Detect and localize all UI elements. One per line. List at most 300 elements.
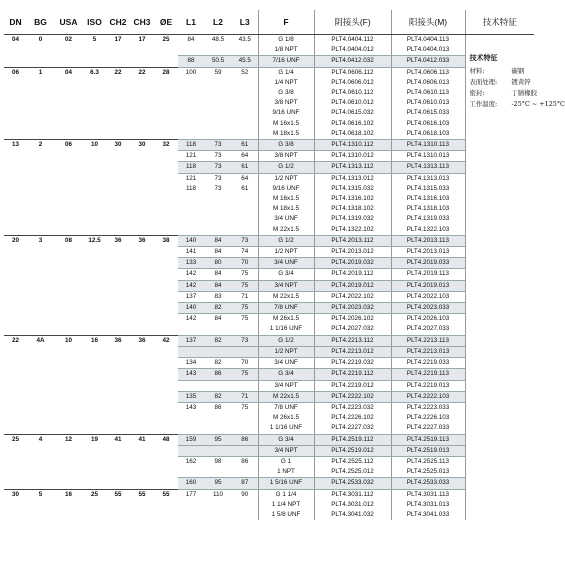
cell-bg	[27, 346, 54, 357]
cell-l3	[232, 204, 258, 214]
cell-l1	[178, 380, 204, 391]
cell-fem: PLT4.2023.032	[314, 303, 391, 314]
cell-male: PLT4.3041.033	[391, 510, 465, 520]
cell-ch2	[106, 78, 130, 88]
cell-oe	[154, 247, 178, 258]
cell-oe	[154, 314, 178, 325]
cell-l3: 45.5	[232, 56, 258, 67]
cell-ch3	[130, 88, 154, 98]
cell-l1: 142	[185, 315, 197, 323]
cell-l2: 50.5	[204, 56, 232, 67]
table-row	[4, 423, 534, 434]
cell-dn	[4, 291, 27, 302]
cell-f: G 1/2	[258, 235, 314, 246]
cell-l3	[232, 225, 258, 236]
cell-dn	[4, 56, 27, 67]
table-row	[4, 500, 534, 510]
cell-fem: PLT4.3031.012	[314, 500, 391, 510]
cell-dn	[4, 314, 27, 325]
cell-dn	[4, 45, 27, 56]
cell-usa: 16	[54, 489, 83, 500]
cell-ch3: 36	[130, 235, 154, 246]
cell-usa	[54, 413, 83, 423]
table-row	[4, 280, 534, 291]
cell-iso	[83, 88, 106, 98]
table-body	[4, 35, 565, 521]
cell-dn: 06	[4, 67, 27, 78]
cell-iso: 5	[83, 35, 106, 46]
cell-l1: 137	[185, 292, 197, 300]
cell-oe	[154, 423, 178, 434]
cell-bg	[27, 510, 54, 520]
cell-l1	[178, 500, 204, 510]
cell-l3	[232, 98, 258, 108]
cell-l1	[178, 214, 204, 224]
feature-label: 工作温度:	[469, 100, 498, 108]
cell-l3	[232, 88, 258, 98]
table-row	[4, 291, 534, 302]
column-header: L1	[178, 10, 204, 35]
cell-oe	[154, 380, 178, 391]
cell-bg	[27, 78, 54, 88]
cell-l2: 110	[204, 489, 232, 500]
cell-l1: 118	[178, 162, 204, 173]
cell-usa	[54, 510, 83, 520]
cell-ch2	[106, 500, 130, 510]
cell-fem: PLT4.1310.012	[314, 151, 391, 162]
cell-usa	[54, 45, 83, 56]
cell-f: 3/4 UNF	[258, 258, 314, 269]
cell-male: PLT4.1313.113	[391, 162, 465, 173]
cell-ch3	[130, 478, 154, 489]
cell-bg	[27, 369, 54, 380]
cell-dn	[4, 151, 27, 162]
cell-ch3	[130, 391, 154, 402]
cell-bg	[27, 204, 54, 214]
cell-ch3: 41	[130, 434, 154, 445]
cell-l1: 143	[178, 369, 204, 380]
cell-bg	[27, 173, 54, 184]
table-row	[4, 335, 534, 346]
cell-oe: 25	[154, 35, 178, 46]
cell-male: PLT4.2023.033	[391, 303, 465, 314]
cell-fem: PLT4.1318.102	[314, 204, 391, 214]
cell-male: PLT4.2213.113	[391, 335, 465, 346]
cell-usa	[54, 346, 83, 357]
cell-usa	[54, 214, 83, 224]
table-row	[4, 119, 534, 129]
table-row	[4, 235, 534, 246]
cell-l3	[232, 129, 258, 140]
cell-male: PLT4.2525.113	[391, 456, 465, 467]
cell-dn	[4, 162, 27, 173]
cell-dn	[4, 280, 27, 291]
cell-l1	[178, 204, 204, 214]
cell-l3	[232, 423, 258, 434]
cell-l3	[232, 119, 258, 129]
cell-f: G 1	[258, 456, 314, 467]
cell-ch2: 36	[106, 335, 130, 346]
cell-ch2: 30	[106, 140, 130, 151]
cell-l2	[204, 78, 232, 88]
cell-bg	[27, 500, 54, 510]
cell-f: M 26x1.5	[258, 314, 314, 325]
cell-ch2	[106, 119, 130, 129]
cell-l1	[178, 324, 204, 335]
cell-fem: PLT4.0615.032	[314, 108, 391, 118]
cell-fem: PLT4.2022.102	[314, 291, 391, 302]
cell-dn	[4, 391, 27, 402]
cell-ch2	[106, 303, 130, 314]
cell-l1: 140	[178, 235, 204, 246]
feature-value: 镀黄锌	[511, 78, 531, 86]
cell-male: PLT4.2013.013	[391, 247, 465, 258]
cell-bg	[27, 151, 54, 162]
cell-oe	[154, 98, 178, 108]
cell-fem: PLT4.1316.102	[314, 194, 391, 204]
cell-l2	[204, 445, 232, 456]
cell-iso	[83, 173, 106, 184]
cell-dn	[4, 402, 27, 413]
cell-oe: 42	[154, 335, 178, 346]
cell-usa: 08	[54, 235, 83, 246]
features-panel	[465, 35, 565, 521]
cell-oe	[154, 445, 178, 456]
cell-fem: PLT4.2013.012	[314, 247, 391, 258]
table-row	[4, 98, 534, 108]
cell-l3: 75	[232, 369, 258, 380]
cell-usa	[54, 225, 83, 236]
cell-usa	[54, 151, 83, 162]
cell-dn	[4, 184, 27, 194]
cell-l2: 73	[214, 184, 222, 192]
table-row	[4, 184, 534, 194]
cell-fem: PLT4.0606.112	[314, 67, 391, 78]
cell-l3: 73	[232, 235, 258, 246]
cell-dn	[4, 78, 27, 88]
cell-dn	[4, 88, 27, 98]
cell-oe	[154, 88, 178, 98]
cell-f: 7/8 UNF	[258, 303, 314, 314]
cell-iso: 10	[83, 140, 106, 151]
cell-f: G 3/4	[258, 434, 314, 445]
cell-ch3: 30	[130, 140, 154, 151]
cell-l2: 73	[214, 152, 222, 160]
cell-ch2: 55	[106, 489, 130, 500]
feature-label: 表面处理:	[469, 78, 498, 86]
cell-dn: 13	[4, 140, 27, 151]
cell-l2: 59	[204, 67, 232, 78]
cell-f: 3/4 UNF	[258, 358, 314, 369]
cell-fem: PLT4.2533.032	[314, 478, 391, 489]
cell-l2: 73	[204, 162, 232, 173]
cell-dn	[4, 303, 27, 314]
cell-l2	[204, 214, 232, 224]
cell-oe	[154, 258, 178, 269]
cell-ch2	[106, 280, 130, 291]
cell-ch3: 17	[130, 35, 154, 46]
table-row	[4, 380, 534, 391]
cell-bg	[27, 225, 54, 236]
cell-ch3	[130, 346, 154, 357]
cell-ch3	[130, 258, 154, 269]
cell-fem: PLT4.2019.112	[314, 269, 391, 280]
cell-l2	[204, 423, 232, 434]
cell-l1	[178, 225, 204, 236]
cell-l3: 71	[241, 292, 249, 300]
cell-l3	[232, 214, 258, 224]
cell-iso: 25	[83, 489, 106, 500]
cell-usa	[54, 358, 83, 369]
table-row	[4, 151, 534, 162]
cell-l1: 159	[178, 434, 204, 445]
cell-f: 3/8 NPT	[258, 98, 314, 108]
cell-male: PLT4.2219.113	[391, 369, 465, 380]
cell-bg	[27, 56, 54, 67]
cell-l1: 160	[178, 478, 204, 489]
cell-male: PLT4.1318.103	[391, 204, 465, 214]
cell-dn	[4, 380, 27, 391]
cell-f: G 1 1/4	[258, 489, 314, 500]
table-row	[4, 314, 534, 325]
cell-l1: 121	[185, 174, 197, 182]
cell-ch2	[106, 478, 130, 489]
cell-male: PLT4.1322.103	[391, 225, 465, 236]
cell-oe: 55	[154, 489, 178, 500]
cell-fem: PLT4.0404.112	[314, 35, 391, 46]
table-row	[4, 402, 534, 413]
cell-ch2	[106, 225, 130, 236]
cell-l1	[178, 119, 204, 129]
cell-f: G 1/8	[258, 35, 314, 46]
cell-iso	[83, 314, 106, 325]
cell-dn	[4, 478, 27, 489]
cell-ch2	[106, 247, 130, 258]
cell-iso	[83, 184, 106, 194]
cell-usa	[54, 291, 83, 302]
cell-male: PLT4.0404.113	[391, 35, 465, 46]
cell-ch2	[106, 314, 130, 325]
cell-iso: 19	[83, 434, 106, 445]
cell-iso	[83, 56, 106, 67]
cell-iso	[83, 380, 106, 391]
cell-l2	[204, 413, 232, 423]
cell-usa: 02	[54, 35, 83, 46]
cell-fem: PLT4.2519.112	[314, 434, 391, 445]
cell-usa	[54, 500, 83, 510]
table-row	[4, 108, 534, 118]
cell-fem: PLT4.2213.112	[314, 335, 391, 346]
cell-f: G 1/4	[258, 67, 314, 78]
cell-bg	[27, 108, 54, 118]
cell-f: M 18x1.5	[258, 129, 314, 140]
cell-usa	[54, 314, 83, 325]
cell-l2: 48.5	[204, 35, 232, 46]
cell-ch3	[130, 119, 154, 129]
cell-f: M 16x1.5	[258, 119, 314, 129]
table-row	[4, 56, 534, 67]
cell-f: G 3/8	[258, 140, 314, 151]
cell-ch3	[130, 247, 154, 258]
cell-l2: 95	[204, 434, 232, 445]
cell-iso	[83, 445, 106, 456]
cell-ch3	[130, 291, 154, 302]
cell-l1: 121	[185, 152, 197, 160]
cell-usa	[54, 391, 83, 402]
cell-dn	[4, 98, 27, 108]
cell-bg	[27, 358, 54, 369]
cell-dn	[4, 258, 27, 269]
column-header: CH2	[106, 10, 130, 35]
cell-f: 1 1/4 NPT	[258, 500, 314, 510]
feature-item	[469, 88, 538, 99]
cell-l2	[204, 98, 232, 108]
cell-fem: PLT4.2219.012	[314, 380, 391, 391]
cell-bg	[27, 184, 54, 194]
cell-oe: 38	[154, 235, 178, 246]
cell-ch3	[130, 108, 154, 118]
cell-l2	[204, 194, 232, 204]
cell-oe	[154, 358, 178, 369]
cell-male: PLT4.1319.033	[391, 214, 465, 224]
cell-usa	[54, 108, 83, 118]
feature-value: 丁腈橡胶	[511, 89, 538, 97]
cell-dn: 20	[4, 235, 27, 246]
cell-l3: 43.5	[232, 35, 258, 46]
cell-ch2	[106, 413, 130, 423]
cell-f: 1/2 NPT	[258, 247, 314, 258]
table-row	[4, 391, 534, 402]
cell-l3: 64	[241, 174, 249, 182]
cell-oe	[154, 162, 178, 173]
cell-fem: PLT4.0412.032	[314, 56, 391, 67]
cell-ch2	[106, 369, 130, 380]
cell-bg: 2	[27, 140, 54, 151]
cell-fem: PLT4.2227.032	[314, 423, 391, 434]
cell-male: PLT4.2022.103	[391, 291, 465, 302]
cell-oe	[154, 184, 178, 194]
column-header: BG	[27, 10, 54, 35]
cell-ch3	[130, 173, 154, 184]
column-header: 技术特征	[465, 10, 534, 35]
column-header: CH3	[130, 10, 154, 35]
cell-l2	[204, 510, 232, 520]
cell-fem: PLT4.2519.012	[314, 445, 391, 456]
cell-bg: 5	[27, 489, 54, 500]
cell-l1: 137	[178, 335, 204, 346]
cell-fem: PLT4.2019.012	[314, 280, 391, 291]
cell-male: PLT4.2013.113	[391, 235, 465, 246]
cell-usa: 10	[54, 335, 83, 346]
cell-l2: 73	[214, 174, 222, 182]
cell-l1: 118	[178, 140, 204, 151]
cell-bg: 1	[27, 67, 54, 78]
cell-iso	[83, 391, 106, 402]
cell-fem: PLT4.1319.032	[314, 214, 391, 224]
cell-f: 1/2 NPT	[258, 173, 314, 184]
column-header: L3	[232, 10, 258, 35]
cell-bg	[27, 280, 54, 291]
cell-fem: PLT4.1313.112	[314, 162, 391, 173]
cell-bg: 3	[27, 235, 54, 246]
cell-dn	[4, 225, 27, 236]
cell-dn	[4, 173, 27, 184]
cell-male: PLT4.2222.103	[391, 391, 465, 402]
column-header: ISO	[83, 10, 106, 35]
cell-iso	[83, 45, 106, 56]
cell-ch2	[106, 151, 130, 162]
cell-l1	[178, 129, 204, 140]
cell-ch2	[106, 98, 130, 108]
cell-fem: PLT4.2525.112	[314, 456, 391, 467]
table-row	[4, 194, 534, 204]
cell-male: PLT4.2019.113	[391, 269, 465, 280]
cell-l2: 95	[204, 478, 232, 489]
table-row	[4, 173, 534, 184]
cell-oe	[154, 45, 178, 56]
cell-iso	[83, 303, 106, 314]
cell-f: M 22x1.5	[258, 225, 314, 236]
cell-ch3	[130, 162, 154, 173]
cell-ch3	[130, 423, 154, 434]
cell-iso	[83, 280, 106, 291]
cell-l1: 135	[178, 391, 204, 402]
cell-bg	[27, 467, 54, 478]
column-header: 阳接头(M)	[391, 10, 465, 35]
cell-dn	[4, 445, 27, 456]
cell-oe	[154, 510, 178, 520]
cell-iso	[83, 291, 106, 302]
column-header: ØE	[154, 10, 178, 35]
cell-iso	[83, 456, 106, 467]
cell-ch2	[106, 402, 130, 413]
cell-bg	[27, 162, 54, 173]
cell-bg	[27, 98, 54, 108]
cell-ch2	[106, 291, 130, 302]
cell-usa	[54, 467, 83, 478]
cell-l2: 84	[214, 248, 222, 256]
cell-dn	[4, 369, 27, 380]
cell-usa	[54, 56, 83, 67]
cell-oe	[154, 500, 178, 510]
cell-l1	[178, 98, 204, 108]
cell-male: PLT4.2019.033	[391, 258, 465, 269]
cell-bg	[27, 324, 54, 335]
cell-bg	[27, 269, 54, 280]
cell-iso	[83, 98, 106, 108]
table-header	[4, 10, 534, 35]
feature-label: 材料:	[469, 67, 485, 75]
cell-fem: PLT4.2219.112	[314, 369, 391, 380]
cell-l2	[204, 45, 232, 56]
cell-f: M 22x1.5	[258, 291, 314, 302]
cell-ch3	[130, 269, 154, 280]
cell-l3	[232, 324, 258, 335]
cell-bg	[27, 445, 54, 456]
cell-oe: 32	[154, 140, 178, 151]
cell-fem: PLT4.0610.012	[314, 98, 391, 108]
cell-ch3	[130, 314, 154, 325]
cell-dn	[4, 247, 27, 258]
table-row	[4, 303, 534, 314]
cell-l2: 73	[204, 140, 232, 151]
cell-l1	[178, 194, 204, 204]
cell-iso	[83, 510, 106, 520]
cell-l3: 61	[241, 184, 249, 192]
cell-male: PLT4.2223.033	[391, 402, 465, 413]
cell-usa	[54, 162, 83, 173]
cell-dn	[4, 346, 27, 357]
